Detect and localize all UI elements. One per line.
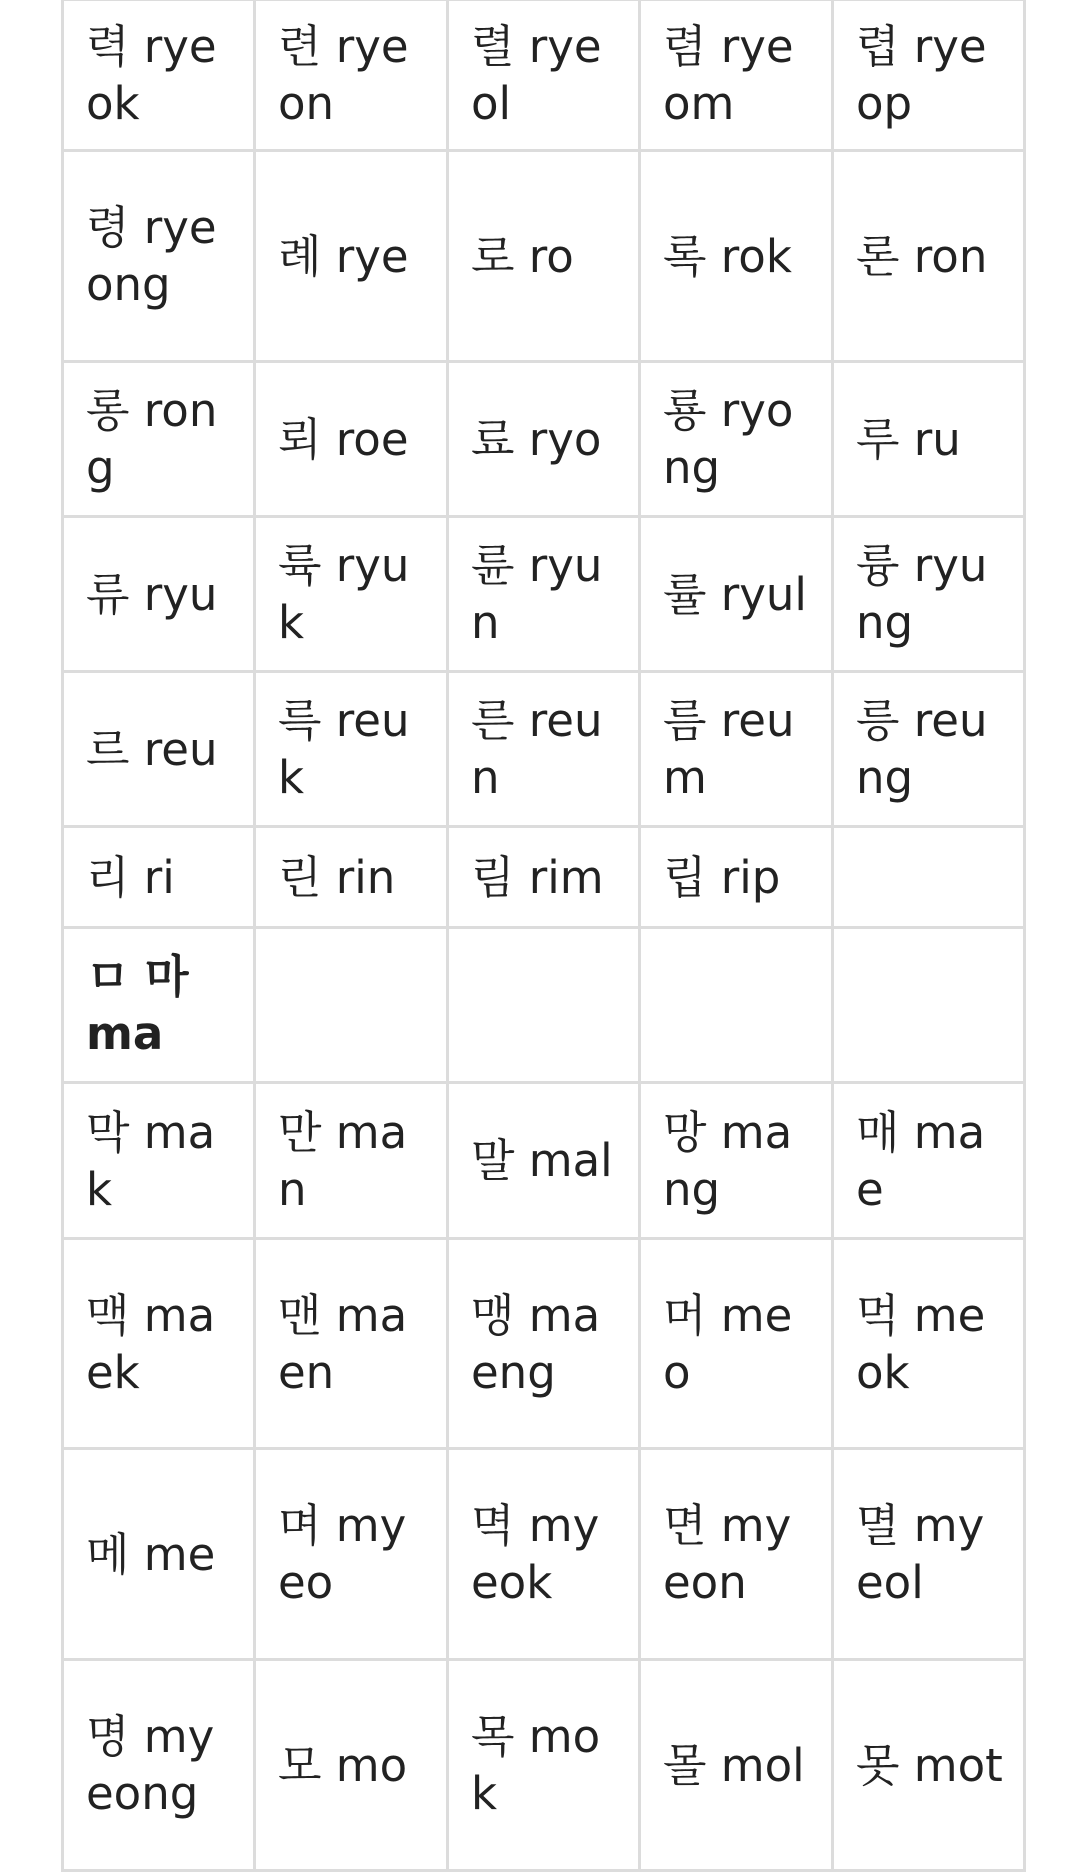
- table-cell: 립 rip: [640, 827, 833, 928]
- table-row: [63, 517, 1025, 672]
- table-cell: 렴 ryeom: [640, 0, 833, 151]
- table-cell: 렵 ryeop: [833, 0, 1025, 151]
- table-cell: 말 mal: [448, 1083, 640, 1239]
- table-cell: 린 rin: [255, 827, 448, 928]
- table-cell: 륵 reuk: [255, 672, 448, 827]
- table-cell: 맥 maek: [63, 1239, 255, 1449]
- table-cell: 목 mok: [448, 1660, 640, 1871]
- table-row: [63, 1083, 1025, 1239]
- table-cell: 먹 meok: [833, 1239, 1025, 1449]
- table-row: [63, 827, 1025, 928]
- table-cell: 명 myeong: [63, 1660, 255, 1871]
- table-row: [63, 1660, 1025, 1871]
- table-row: [63, 362, 1025, 517]
- table-cell: 률 ryul: [640, 517, 833, 672]
- table-row: [63, 1239, 1025, 1449]
- table-cell: 록 rok: [640, 151, 833, 362]
- table-cell: 륭 ryung: [833, 517, 1025, 672]
- table-cell: 멸 myeol: [833, 1449, 1025, 1660]
- table-cell: 례 rye: [255, 151, 448, 362]
- table-row: [63, 151, 1025, 362]
- table-cell: 망 mang: [640, 1083, 833, 1239]
- table-cell: 륙 ryuk: [255, 517, 448, 672]
- table-cell: 막 mak: [63, 1083, 255, 1239]
- table-cell: 륜 ryun: [448, 517, 640, 672]
- table-cell: 림 rim: [448, 827, 640, 928]
- table-cell: 령 ryeong: [63, 151, 255, 362]
- table-cell: 못 mot: [833, 1660, 1025, 1871]
- table-cell: 론 ron: [833, 151, 1025, 362]
- table-cell: 며 myeo: [255, 1449, 448, 1660]
- table-cell: 룡 ryong: [640, 362, 833, 517]
- table-cell: 몰 mol: [640, 1660, 833, 1871]
- table-cell: 메 me: [63, 1449, 255, 1660]
- table-row: [63, 1449, 1025, 1660]
- table-cell: 뢰 roe: [255, 362, 448, 517]
- table-cell: 로 ro: [448, 151, 640, 362]
- table-cell: 루 ru: [833, 362, 1025, 517]
- table-cell-empty: [448, 928, 640, 1083]
- table-cell: 맹 maeng: [448, 1239, 640, 1449]
- romanization-table: [61, 0, 1026, 1872]
- table-cell: 매 mae: [833, 1083, 1025, 1239]
- table-cell: 련 ryeon: [255, 0, 448, 151]
- table-cell-empty: [640, 928, 833, 1083]
- table-cell: 류 ryu: [63, 517, 255, 672]
- table-cell: 름 reum: [640, 672, 833, 827]
- table-cell-empty: [833, 827, 1025, 928]
- section-heading: ㅁ 마 ma: [63, 928, 255, 1083]
- table-cell: 멱 myeok: [448, 1449, 640, 1660]
- table-row: [63, 0, 1025, 151]
- section-heading-row: [63, 928, 1025, 1083]
- table-cell-empty: [255, 928, 448, 1083]
- table-cell: 렬 ryeol: [448, 0, 640, 151]
- table-row: [63, 672, 1025, 827]
- table-cell: 리 ri: [63, 827, 255, 928]
- table-cell: 만 man: [255, 1083, 448, 1239]
- table-cell: 릉 reung: [833, 672, 1025, 827]
- table-cell: 료 ryo: [448, 362, 640, 517]
- table-cell: 르 reu: [63, 672, 255, 827]
- table-cell: 맨 maen: [255, 1239, 448, 1449]
- table-cell: 모 mo: [255, 1660, 448, 1871]
- table-cell: 력 ryeok: [63, 0, 255, 151]
- table-cell: 른 reun: [448, 672, 640, 827]
- table-cell: 면 myeon: [640, 1449, 833, 1660]
- table-cell: 머 meo: [640, 1239, 833, 1449]
- table-cell-empty: [833, 928, 1025, 1083]
- table-cell: 롱 rong: [63, 362, 255, 517]
